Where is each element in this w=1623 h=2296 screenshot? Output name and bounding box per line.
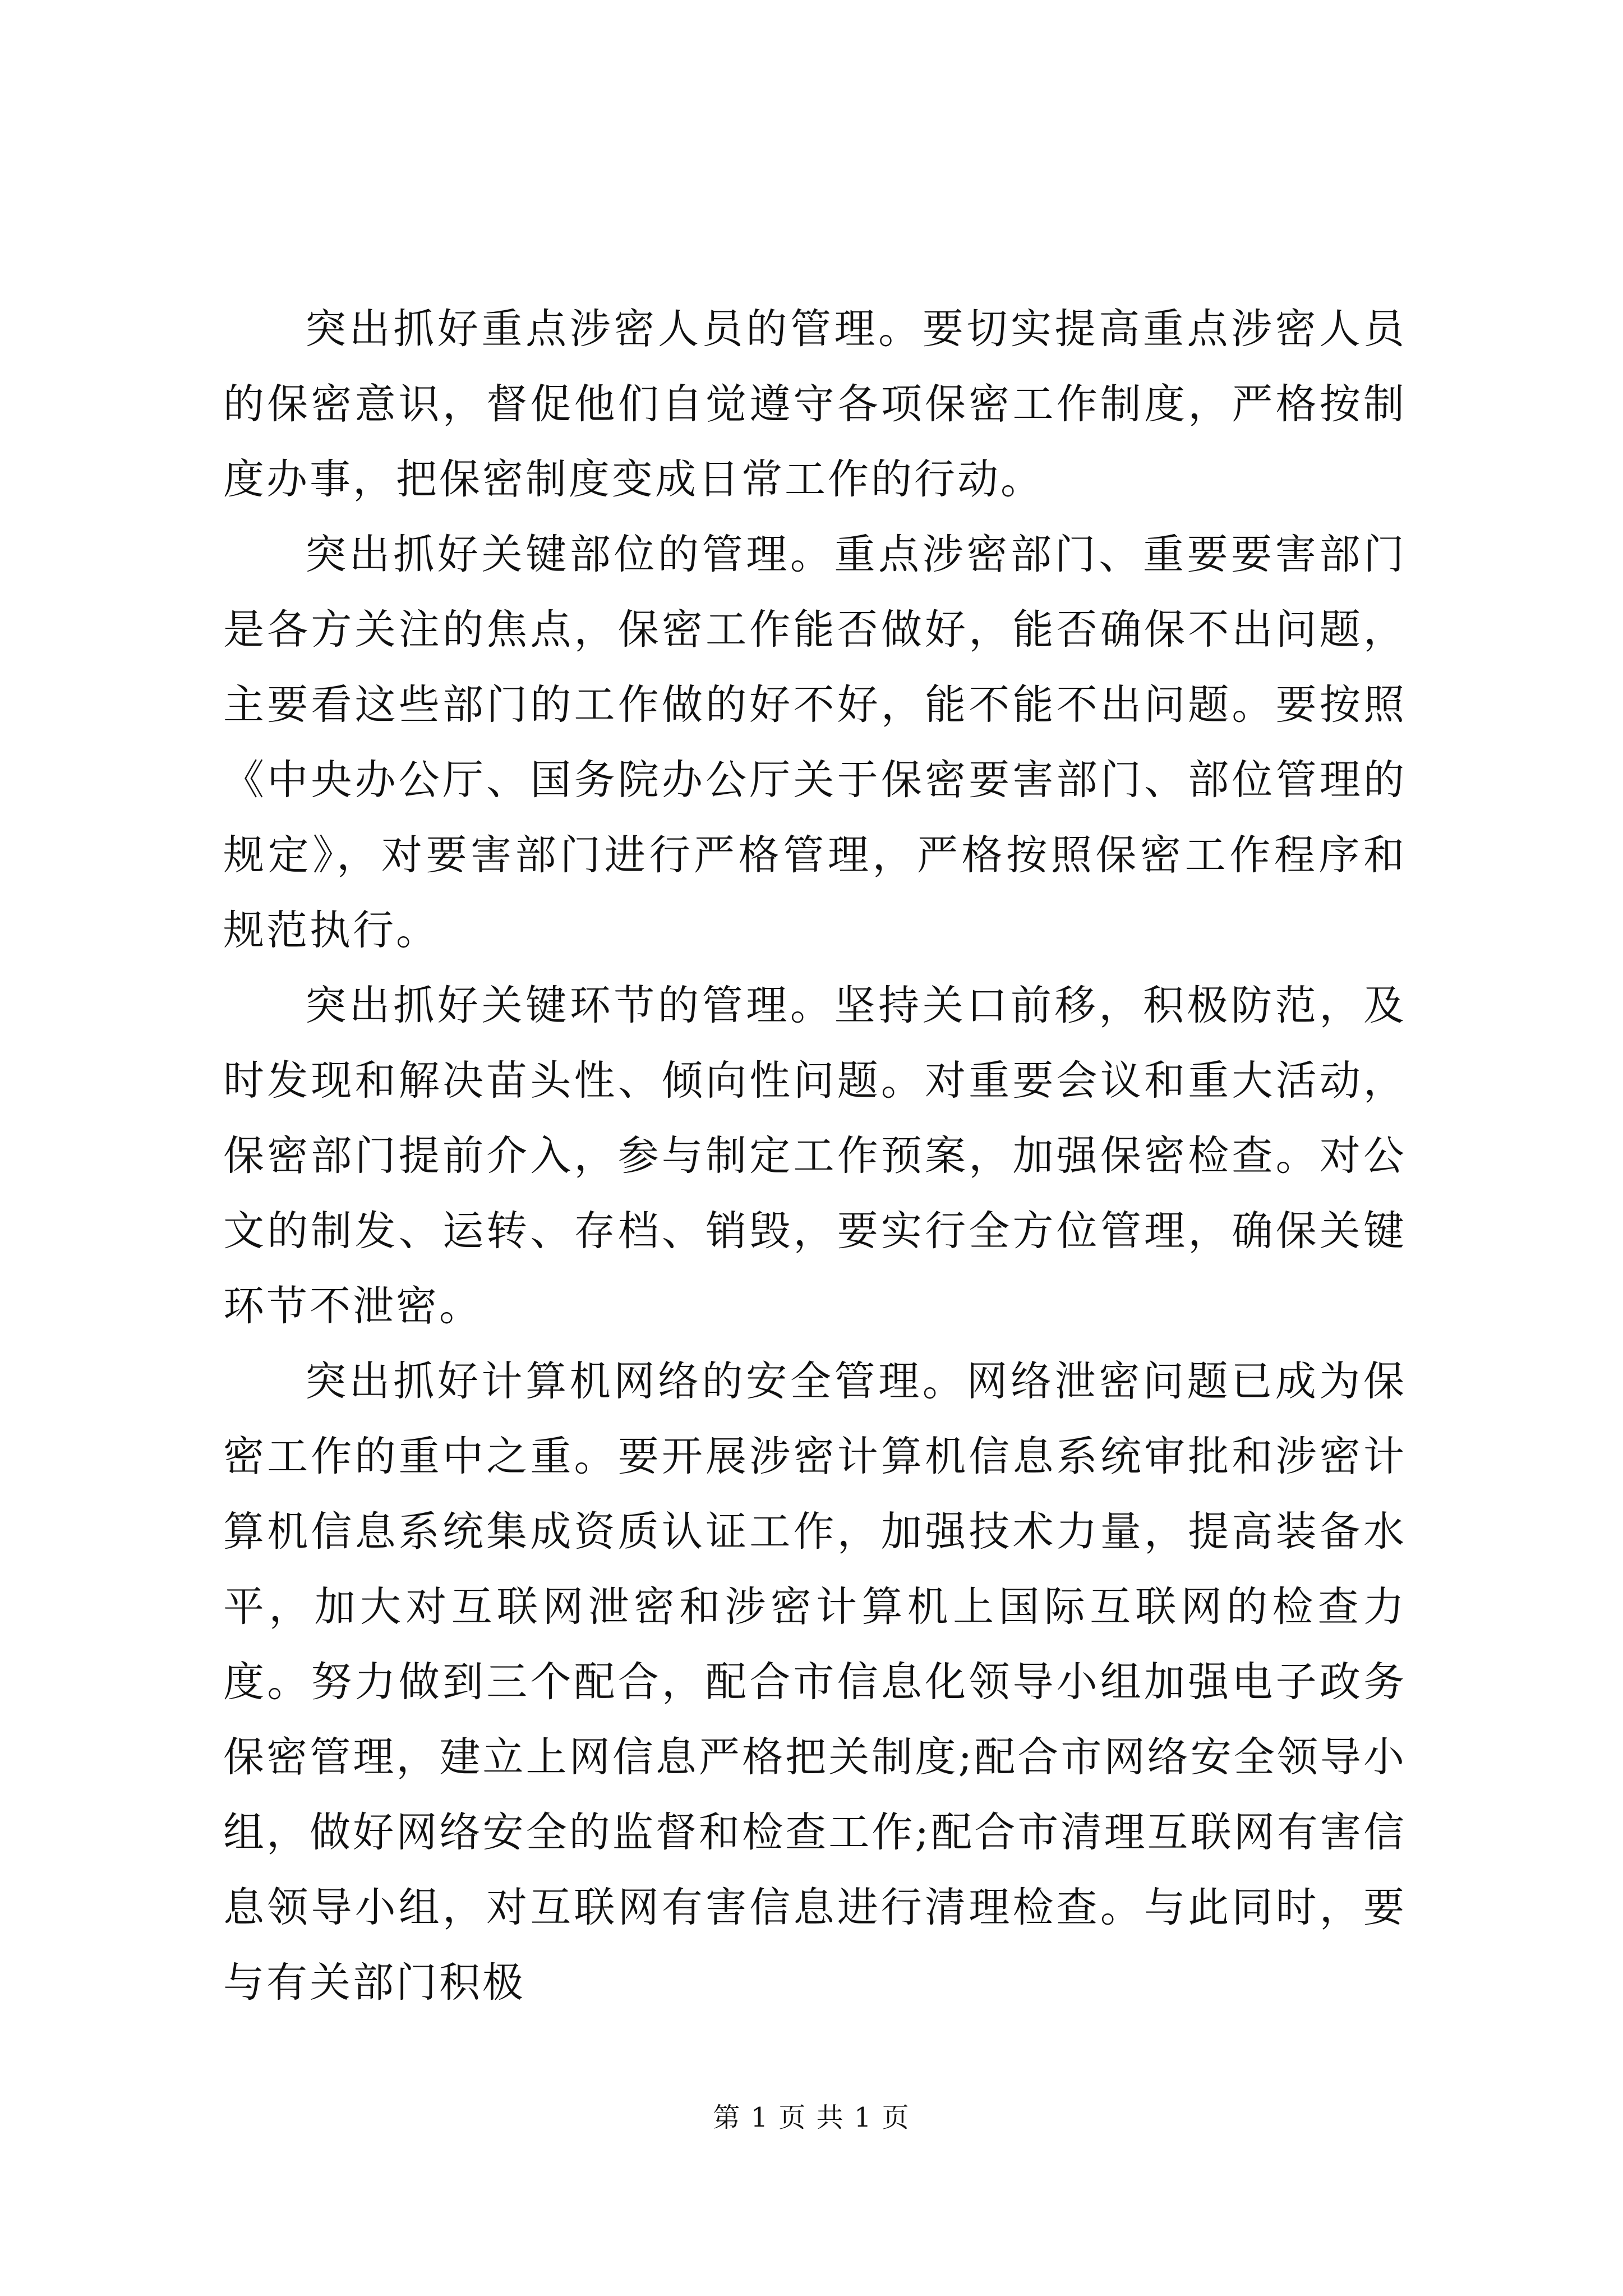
page-footer: 第 1 页 共 1 页 [713, 2102, 910, 2133]
document-body [223, 292, 1407, 2021]
paragraph-network-security: 突出抓好计算机网络的安全管理。网络泄密问题已成为保密工作的重中之重。要开展涉密计算机信息系统审批和涉密计算机信息系统集成资质认证工作，加强技术力量，提高装备水平，加大对互联网泄密和涉密计算机上国际互联网的检查力度。努力做到三个配合，配合市信息化领导小组加强电子政务保密管理，建立上网信息严格把关制度;配合市网络安全领导小组，做好网络安全的监督和检查工作;配合市清理互联网有害信息领导小组，对互联网有害信息进行清理检查。与此同时，要与有关部门积极 [223, 1358, 1407, 2007]
paragraph-key-links: 突出抓好关键环节的管理。坚持关口前移，积极防范，及时发现和解决苗头性、倾向性问题。对重要会议和重大活动，保密部门提前介入，参与制定工作预案，加强保密检查。对公文的制发、运转、存档、销毁，要实行全方位管理，确保关键环节不泄密。 [223, 982, 1407, 1330]
paragraph-key-departments: 突出抓好关键部位的管理。重点涉密部门、重要要害部门是各方关注的焦点，保密工作能否做好，能否确保不出问题，主要看这些部门的工作做的好不好，能不能不出问题。要按照《中央办公厅、国务院办公厅关于保密要害部门、部位管理的规定》，对要害部门进行严格管理，严格按照保密工作程序和规范执行。 [223, 531, 1407, 954]
paragraph-key-personnel: 突出抓好重点涉密人员的管理。要切实提高重点涉密人员的保密意识，督促他们自觉遵守各项保密工作制度，严格按制度办事，把保密制度变成日常工作的行动。 [223, 305, 1407, 503]
